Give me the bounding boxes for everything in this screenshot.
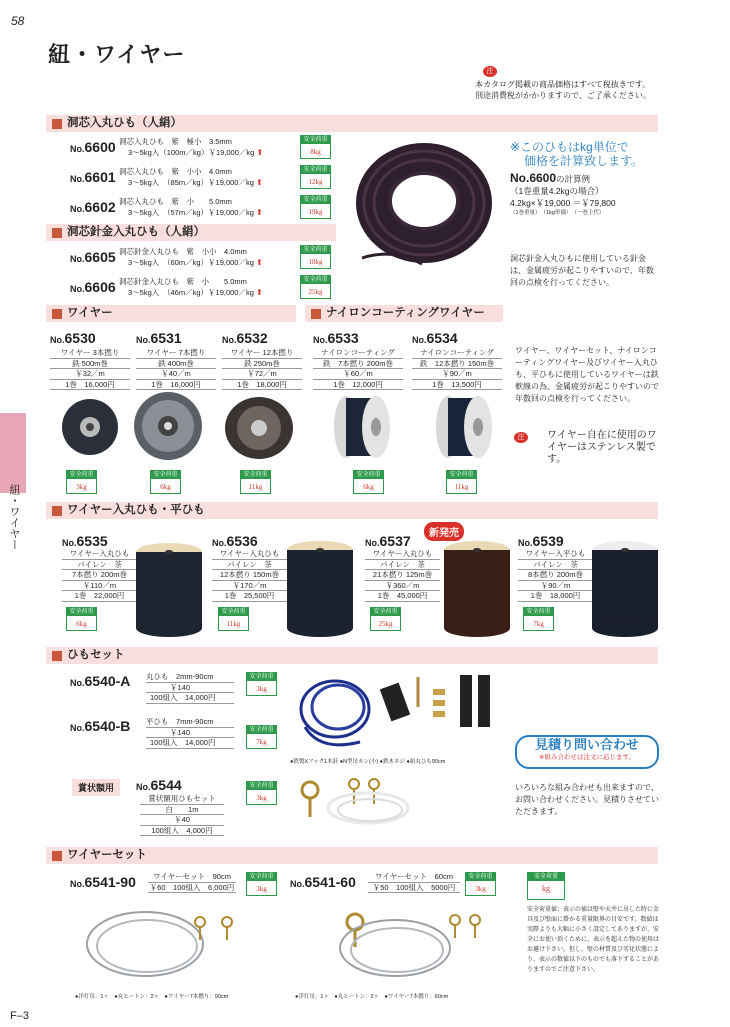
section-marker (52, 651, 62, 661)
section-header (46, 647, 658, 664)
arrow-up-icon: ⬆ (255, 178, 263, 187)
rope-spool-image (588, 538, 663, 640)
wire-set-image (75, 902, 265, 987)
new-badge: 新発売 (424, 522, 464, 541)
product-desc: ワイヤーセット 90cm ￥60 100組入 6,000円 (149, 872, 235, 892)
section-title: 洞芯針金入丸ひも（人絹） (67, 226, 205, 238)
product-card: No.6531 ワイヤー 7本撚り 鉄 400m巻 ￥40／m 1巻 16,000円 (136, 330, 216, 390)
product-number: No.6544 (136, 777, 182, 793)
notice-tag: 注 (483, 66, 497, 77)
product-row (70, 277, 335, 307)
product-row (70, 247, 335, 277)
stainless-note: ワイヤー自在に使用のワイヤーはステンレス製です。 (547, 430, 657, 465)
product-desc: 平ひも 7mm-90cm ￥140 100組入 14,000円 (146, 717, 234, 749)
section-header (305, 305, 503, 322)
load-badge: 安全荷重 7kg (246, 725, 277, 749)
section-title: ワイヤー (67, 307, 113, 319)
load-info-text: 安全荷重値：表示の値は壁や天井に吊した時に金具及び壁面に掛かる重量限界の目安です。数値は実際よりも大幅に小さく設定してありますが、安全にお使い頂くために、表示を超えた物の使用はお避け下さい。但し、壁の材質及び劣化状態により、表示の数値以下のものでも落下することがありますのでご注意下さい。 (527, 907, 660, 973)
product-desc: 賞状額用ひもセット 白 1m ￥40 100組入 4,000円 (140, 794, 224, 836)
product-card: No.6532 ワイヤー 12本撚り 鉄 250m巻 ￥72／m 1巻 18,000円 (222, 330, 302, 390)
section-title: ナイロンコーティングワイヤー (326, 307, 485, 319)
section-header (46, 224, 336, 241)
product-number: No.6540-B (70, 718, 131, 734)
load-legend-badge: 安全荷重 kg (527, 872, 565, 900)
product-desc: 洞芯針金入丸ひも 紫 小 5.0mm (119, 277, 247, 286)
estimate-box (515, 735, 659, 769)
wire-set-caption: ●洋灯吊：1ヶ ●丸ヒートン：2ヶ ●ワイヤー7本撚り：60cm (295, 994, 449, 1000)
notice-line: 本カタログ掲載の商品価格はすべて税抜きです。 (475, 80, 651, 89)
product-number: No.6539 (518, 533, 564, 549)
product-number: No.6535 (62, 533, 108, 549)
load-badge: 安全荷重 6kg (66, 607, 97, 631)
estimate-sub: ※組み合わせは注文に応じます。 (539, 754, 635, 761)
product-number: No.6605 (70, 249, 116, 265)
side-tab-label: 紐・ワイヤー (8, 484, 20, 550)
section-marker (311, 309, 321, 319)
load-badge: 安全荷重 3kg (246, 872, 277, 896)
section-marker (52, 309, 62, 319)
product-number: No.6532 (222, 330, 268, 346)
load-badge: 安全荷重 11kg (446, 470, 477, 494)
calc-line: 4.2kg×￥19,000 ＝￥79,800 (510, 198, 616, 208)
product-number: No.6601 (70, 169, 116, 185)
load-badge: 安全荷重 3kg (465, 872, 496, 896)
product-row (70, 197, 335, 227)
product-card: No.6534 ナイロンコーティング 鉄 12本撚り 150m巻 ￥90／m 1巻 13,500円 (412, 330, 502, 390)
product-price: 3～5kg入（100m／kg）￥19,000／kg ⬆ (128, 148, 264, 157)
estimate-text: いろいろな組み合わせも出来ますので、お問い合わせください。見積りさせていただきます。 (515, 783, 659, 816)
section-title: ひもセット (67, 649, 125, 661)
section-marker (52, 119, 62, 129)
product-row (70, 137, 335, 167)
product-desc: 丸ひも 2mm-90cm ￥140 100組入 14,000円 (146, 672, 234, 704)
product-price: 3～5kg入 （57m／kg）￥19,000／kg ⬆ (128, 208, 263, 217)
wire-spool-image (420, 392, 500, 462)
load-badge: 安全荷重 6kg (150, 470, 181, 494)
kg-unit-note (510, 140, 643, 168)
product-card: No.6533 ナイロンコーティング 鉄 7本撚り 200m巻 ￥60／m 1巻 12,000円 (313, 330, 403, 390)
set-caption: ●鉄製Xフック1本針 ●N型吊カン(小) ●鉄木ネジ ●紐丸ひも90cm (290, 759, 446, 765)
wire-note: ワイヤー、ワイヤーセット、ナイロンコーティングワイヤー及びワイヤー入丸ひも、平ひもに使用しているワイヤーは鉄軟線の為、金属疲労が起こりやすいので年数回の点検を行ってください。 (515, 346, 659, 403)
wire-spool-image (132, 390, 204, 462)
product-number: No.6541-60 (290, 874, 356, 890)
section-title: ワイヤー入丸ひも・平ひも (67, 504, 205, 516)
product-desc: 洞芯入丸ひも 紫 小小 4.0mm (119, 167, 232, 176)
rope-coil-image (352, 138, 497, 268)
load-badge: 安全荷重 25kg (370, 607, 401, 631)
product-number: No.6606 (70, 279, 116, 295)
product-desc: ワイヤーセット 60cm ￥50 100組入 5000円 (368, 872, 460, 893)
product-number: No.6540-A (70, 673, 131, 689)
wire-warning: 洞芯針金入丸ひもに使用している針金は、金属疲労が起こりやすいので、年数回の点検を行ってください。 (510, 254, 654, 287)
rope-spool-image (283, 538, 358, 640)
product-row (70, 167, 335, 197)
notice-line: 別途消費税がかかりますので、ご了承ください。 (475, 91, 651, 100)
page-footer: F–3 (10, 1010, 29, 1022)
section-marker (52, 228, 62, 238)
wire-set-image (295, 902, 490, 987)
product-desc: 洞芯入丸ひも 紫 極小 3.5mm (119, 137, 232, 146)
section-title: 洞芯入丸ひも（人絹） (67, 117, 182, 129)
notice (475, 79, 651, 101)
wire-spool-image (58, 395, 123, 460)
section-marker (52, 506, 62, 516)
product-card: No.6530 ワイヤー 3本撚り 鉄 500m巻 ￥32／m 1巻 16,000円 (50, 330, 130, 390)
page-number: 58 (11, 14, 25, 28)
product-number: No.6537 (365, 533, 411, 549)
load-badge: 安全荷重 3kg (66, 470, 97, 494)
note-line: 価格を計算致します。 (524, 154, 644, 168)
load-badge: 安全荷重 3kg (246, 672, 277, 696)
wire-spool-image (318, 392, 398, 462)
rope-list-1 (70, 137, 335, 227)
product-card: No.6537 ワイヤー入丸ひも パイレン 茶 21本撚り 125m巻 ￥360／m 1巻 45,000円 (365, 533, 440, 602)
product-desc: 洞芯針金入丸ひも 紫 小小 4.0mm (119, 247, 247, 256)
load-badge: 安全荷重 19kg (300, 195, 331, 219)
product-number: No.6602 (70, 199, 116, 215)
calc-product-number: No.6600 (510, 171, 557, 185)
product-desc: 洞芯入丸ひも 紫 小 5.0mm (119, 197, 232, 206)
product-card: No.6536 ワイヤー入丸ひも パイレン 茶 12本撚り 150m巻 ￥170／m 1巻 25,500円 (212, 533, 287, 602)
load-badge: 安全荷重 18kg (300, 245, 331, 269)
estimate-title: 見積り問い合わせ (534, 737, 639, 752)
page-title: 紐・ワイヤー (48, 42, 186, 67)
load-badge: 安全荷重 6kg (353, 470, 384, 494)
rope-spool-image (132, 540, 207, 640)
section-header (46, 847, 658, 864)
product-number: No.6534 (412, 330, 458, 346)
product-card: No.6539 ワイヤー入平ひも パイレン 茶 8本撚り 200m巻 ￥90／m 1巻 18,000円 (518, 533, 593, 602)
product-price: 3～5kg入 （46m／kg）￥19,000／kg ⬆ (128, 288, 263, 297)
section-header (46, 502, 658, 519)
load-badge: 安全荷重 12kg (300, 165, 331, 189)
arrow-up-icon: ⬆ (255, 208, 263, 217)
section-marker (52, 851, 62, 861)
section-header (46, 115, 658, 132)
product-price: 3～5kg入 （85m／kg）￥19,000／kg ⬆ (128, 178, 263, 187)
rope-spool-image (440, 538, 515, 640)
product-number: No.6531 (136, 330, 182, 346)
load-badge: 安全荷重 7kg (523, 607, 554, 631)
load-badge: 安全荷重 25kg (300, 275, 331, 299)
section-header (46, 305, 296, 322)
arrow-up-icon: ⬆ (255, 258, 263, 267)
note-line: ※このひもはkg単位で (510, 140, 629, 154)
load-badge: 安全荷重 11kg (240, 470, 271, 494)
white-rope-image (318, 784, 418, 834)
side-tab (0, 413, 26, 493)
product-card: No.6535 ワイヤー入丸ひも パイレン 茶 7本撚り 200m巻 ￥110／m 1巻 22,000円 (62, 533, 137, 602)
note-tag: 注 (514, 432, 528, 443)
section-title: ワイヤーセット (67, 849, 147, 861)
arrow-up-icon: ⬆ (256, 148, 264, 157)
rope-list-2 (70, 247, 335, 307)
rope-set-image (290, 667, 512, 757)
calc-suffix: の計算例 (556, 174, 591, 184)
wire-set-caption: ●洋灯吊：1ヶ ●丸ヒートン：2ヶ ●ワイヤー7本撚り：90cm (75, 994, 229, 1000)
arrow-up-icon: ⬆ (255, 288, 263, 297)
product-number: No.6536 (212, 533, 258, 549)
product-price: 3～5kg入 （60m／kg）￥19,000／kg ⬆ (128, 258, 263, 267)
calc-example (510, 172, 616, 217)
award-label: 賞状額用 (72, 779, 120, 796)
product-number: No.6530 (50, 330, 96, 346)
product-number: No.6533 (313, 330, 359, 346)
wire-spool-image (223, 395, 295, 461)
product-number: No.6541-90 (70, 874, 136, 890)
load-badge: 安全荷重 3kg (246, 781, 277, 805)
product-number: No.6600 (70, 139, 116, 155)
load-badge: 安全荷重 11kg (218, 607, 249, 631)
calc-line: （1巻重量） （1kg単価） （一巻上代） (510, 210, 605, 216)
load-badge: 安全荷重 8kg (300, 135, 331, 159)
calc-line: （1巻重量4.2kgの場合） (510, 186, 604, 196)
